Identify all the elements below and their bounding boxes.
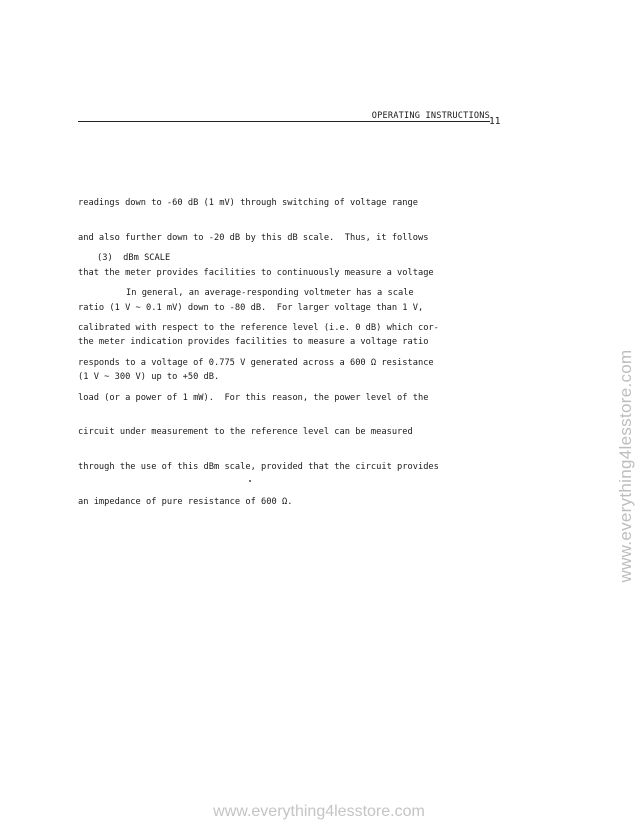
section-line: load (or a power of 1 mW). For this reason, the power level of the [78,392,429,403]
body-line: and also further down to -20 dB by this dB scale. Thus, it follows [78,232,429,243]
body-line: ratio (1 V ~ 0.1 mV) down to -80 dB. For larger voltage than 1 V, [78,302,424,313]
section-paragraph [78,265,488,520]
side-watermark: www.everything4lesstore.com [616,349,635,583]
section-line: through the use of this dBm scale, provided that the circuit provides [78,462,439,473]
section-line: In general, an average-responding voltmeter has a scale [126,288,414,299]
section-line: an impedance of pure resistance of 600 Ω. [78,496,293,507]
section-line: responds to a voltage of 0.775 V generated across a 600 Ω resistance [78,357,434,368]
scan-speck [249,480,251,482]
body-line: (1 V ~ 300 V) up to +50 dB. [78,372,220,383]
page-header [78,111,490,125]
body-line: the meter indication provides facilities to measure a voltage ratio [78,337,429,348]
header-title: OPERATING INSTRUCTIONS [371,111,490,121]
section-heading: (3) dBm SCALE [97,253,171,263]
header-rule [78,121,490,122]
bottom-watermark: www.everything4lesstore.com [213,803,425,820]
section-line: circuit under measurement to the reference level can be measured [78,427,413,438]
body-line: readings down to -60 dB (1 mV) through switching of voltage range [78,198,418,209]
page-number: 11 [489,116,501,127]
section-line: calibrated with respect to the reference level (i.e. 0 dB) which cor- [78,322,439,333]
body-line: that the meter provides facilities to continuously measure a voltage [78,267,434,278]
